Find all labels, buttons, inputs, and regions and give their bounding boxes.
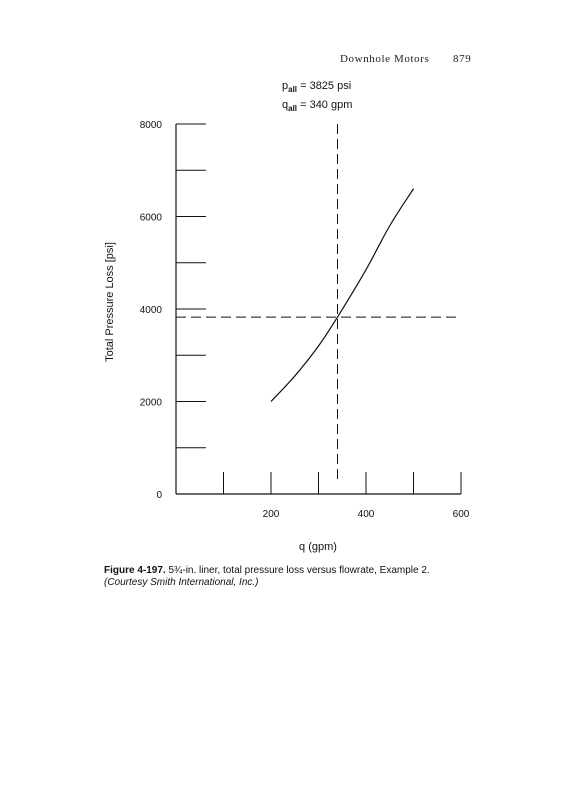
- y-tick-label: 4000: [139, 305, 162, 316]
- y-tick-label: 2000: [139, 397, 162, 409]
- y-tick-label: 0: [156, 490, 162, 501]
- x-tick-label: 600: [452, 509, 470, 520]
- x-tick-label: 400: [357, 509, 375, 520]
- caption-text: 5¾-in. liner, total pressure loss versus flowrate, Example 2.: [165, 565, 430, 576]
- figure-caption: [104, 565, 430, 589]
- running-title: Downhole Motors: [340, 53, 430, 65]
- q-value: = 340 gpm: [300, 99, 353, 111]
- caption-credit: (Courtesy Smith International, Inc.): [104, 577, 259, 588]
- y-tick-label: 8000: [139, 120, 162, 131]
- p-subscript: all: [288, 85, 298, 94]
- page-number: 879: [453, 53, 472, 65]
- pressure-loss-curve: [271, 189, 414, 402]
- y-tick-label: 6000: [139, 212, 162, 224]
- x-axis-label: q (gpm): [299, 541, 337, 553]
- p-value: = 3825 psi: [300, 80, 352, 92]
- figure-number: Figure 4-197.: [104, 565, 166, 576]
- p-symbol: p: [282, 80, 289, 92]
- q-symbol: q: [282, 99, 289, 111]
- q-subscript: all: [288, 104, 298, 113]
- y-axis-label: Total Pressure Loss [psi]: [104, 242, 116, 362]
- x-tick-label: 200: [262, 509, 280, 520]
